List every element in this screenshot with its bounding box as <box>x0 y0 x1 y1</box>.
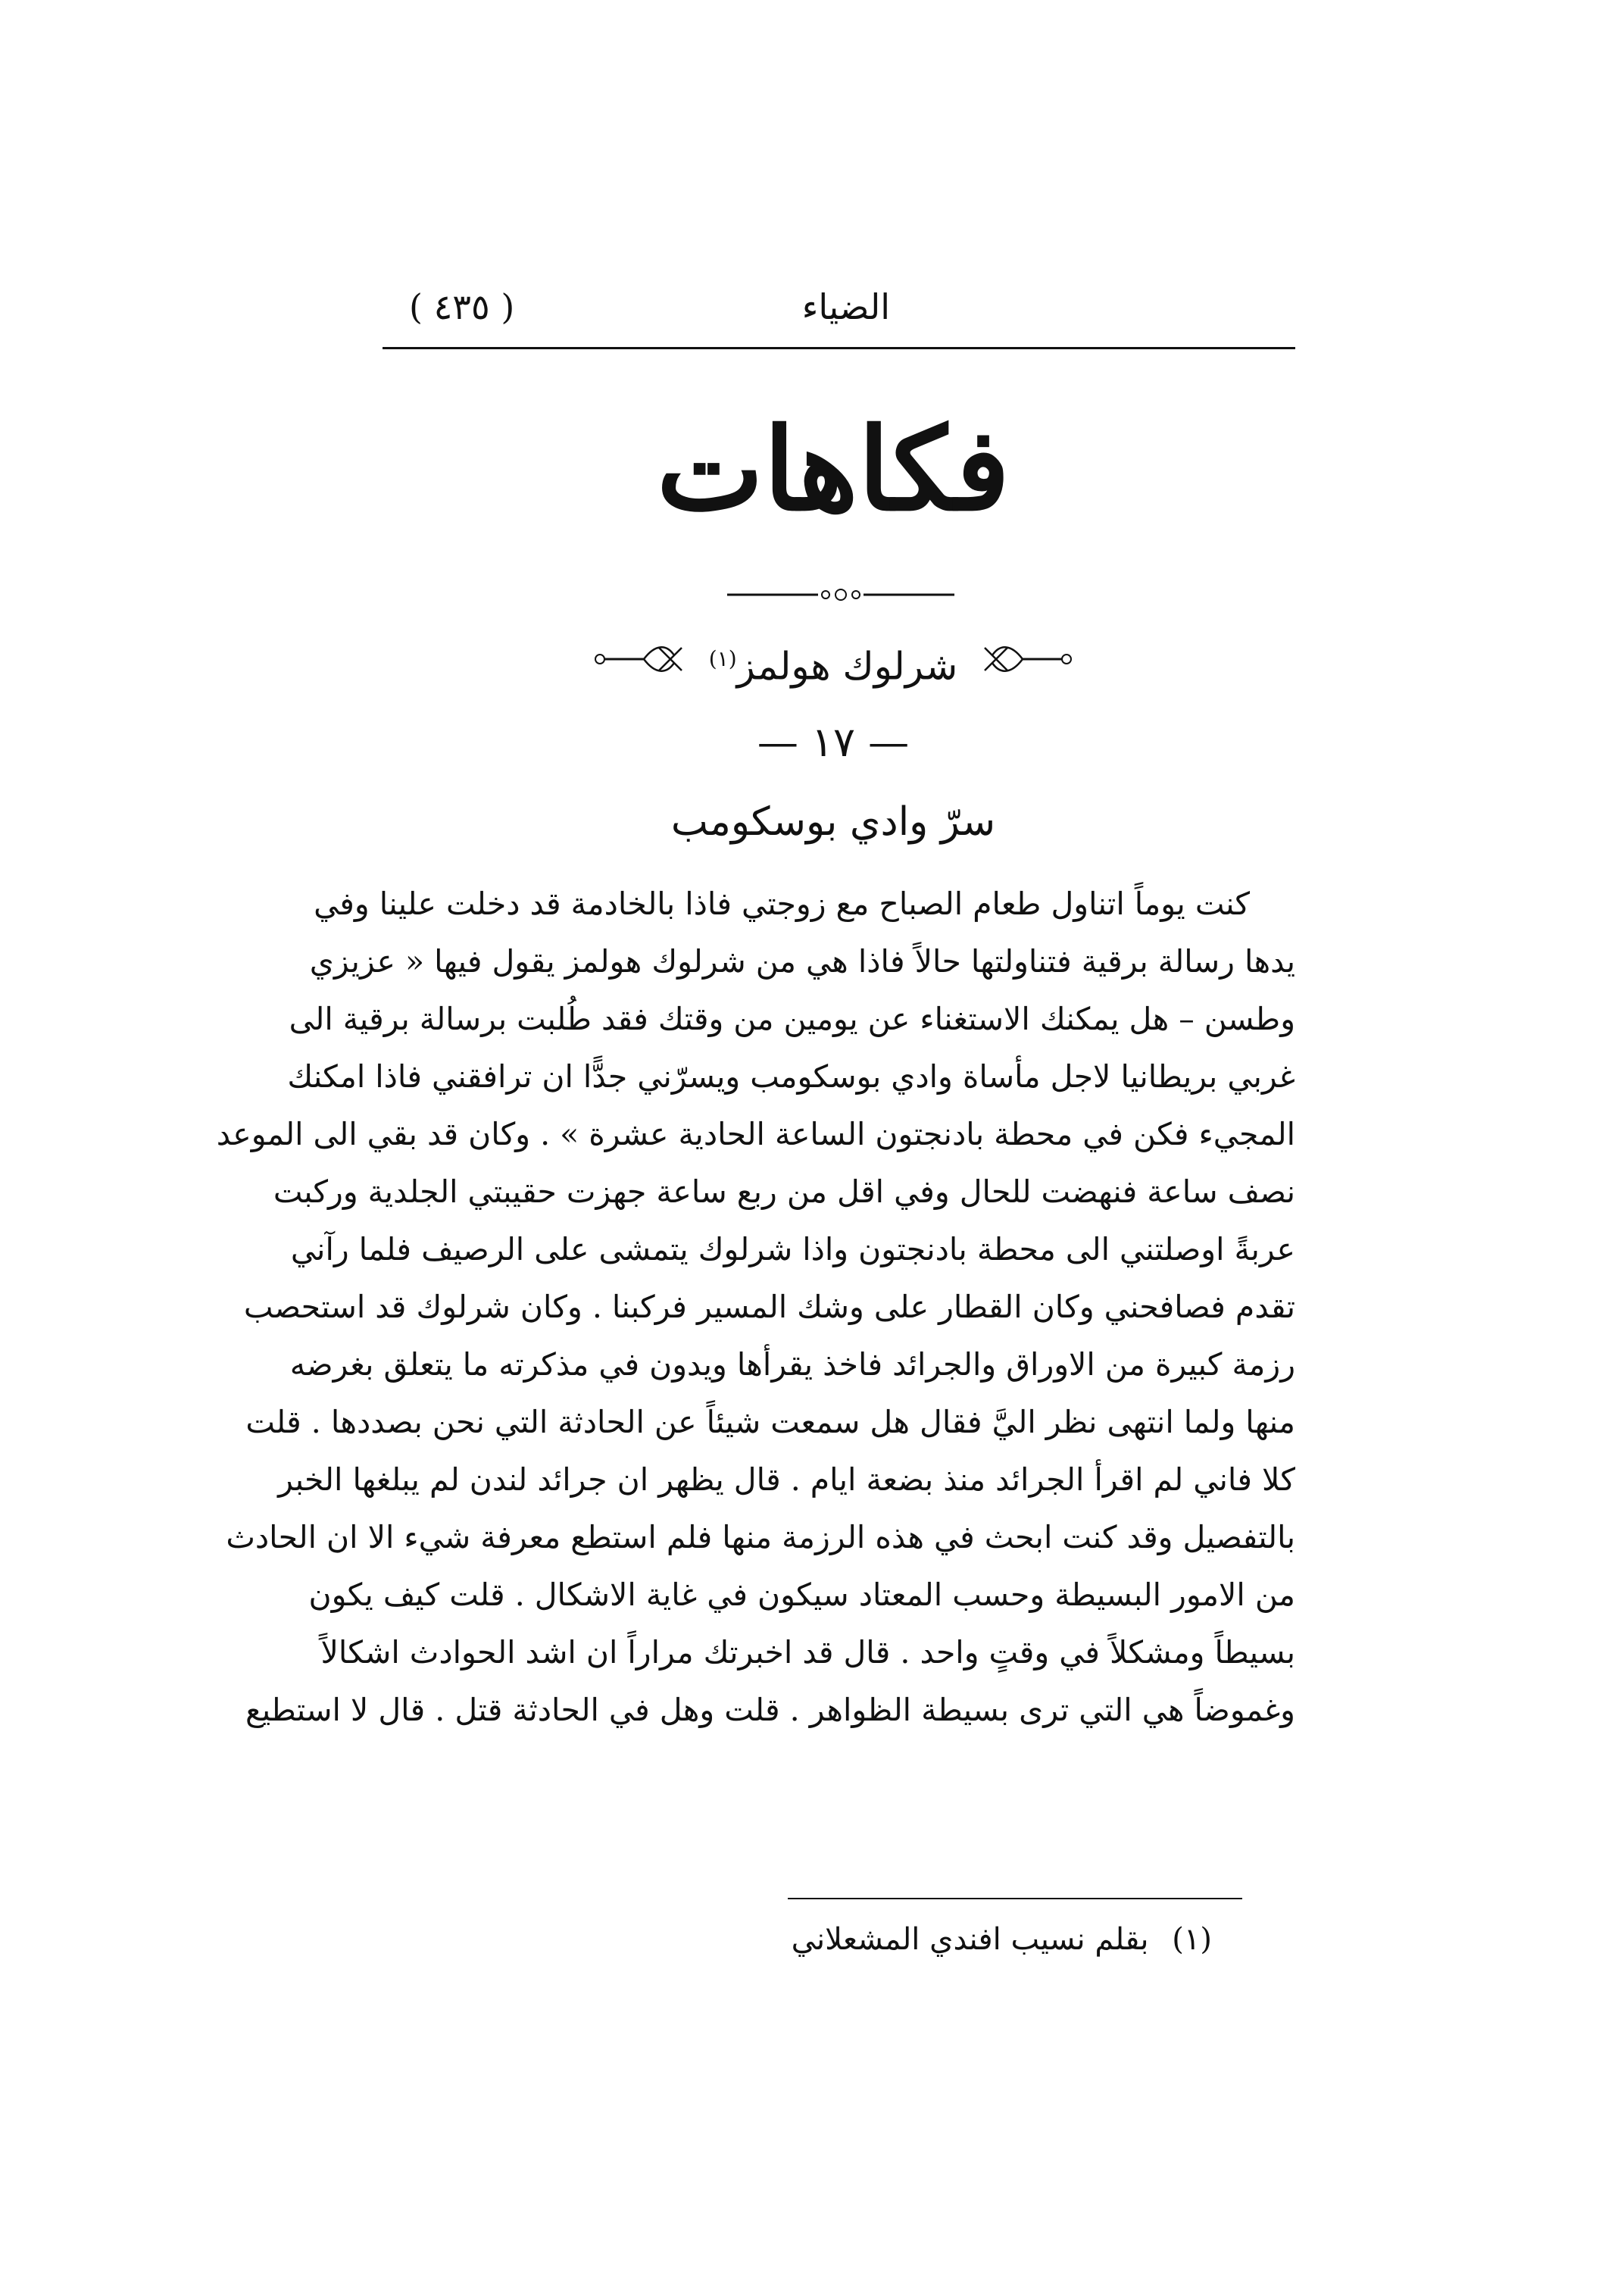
running-title: الضياء <box>801 286 890 327</box>
footnote-reference: (١) <box>708 646 737 671</box>
chapter-number: — ١٧ — <box>757 718 910 766</box>
series-heading <box>591 621 1076 697</box>
footnote <box>682 1909 1212 1970</box>
series-title <box>697 621 970 705</box>
body-line: بسيطاً ومشكلاً في وقتٍ واحد . قال قد اخبرتك مراراً ان اشد الحوادث اشكالاً <box>320 1634 1295 1671</box>
header-rule <box>383 347 1295 349</box>
body-line: كلا فاني لم اقرأ الجرائد منذ بضعة ايام . قال يظهر ان جرائد لندن لم يبلغها الخبر <box>278 1461 1295 1498</box>
ornament-divider <box>727 583 954 606</box>
body-line: المجيء فكن في محطة بادنجتون الساعة الحادية عشرة » . وكان قد بقي الى الموعد <box>216 1116 1295 1152</box>
body-line: كنت يوماً اتناول طعام الصباح مع زوجتي فاذا بالخادمة قد دخلت علينا وفي <box>314 886 1250 922</box>
body-line: بالتفصيل وقد كنت ابحث في هذه الرزمة منها فلم استطع معرفة شيء الا ان الحادث <box>226 1519 1295 1555</box>
body-line: غربي بريطانيا لاجل مأساة وادي بوسكومب ويسرّني جدًّا ان ترافقني فاذا امكنك <box>287 1058 1295 1095</box>
series-title-text: شرلوك هولمز <box>736 644 958 689</box>
running-header <box>379 280 1299 333</box>
flourish-left-icon <box>591 640 689 678</box>
footnote-text: بقلم نسيب افندي المشعلاني <box>791 1922 1149 1957</box>
body-line: وغموضاً هي التي ترى بسيطة الظواهر . قلت وهل في الحادثة قتل . قال لا استطيع <box>245 1692 1295 1728</box>
footnote-marker: (١) <box>1172 1922 1212 1957</box>
body-line: نصف ساعة فنهضت للحال وفي اقل من ربع ساعة جهزت حقيبتي الجلدية وركبت <box>273 1174 1295 1210</box>
body-line: منها ولما انتهى نظر اليَّ فقال هل سمعت شيئاً عن الحادثة التي نحن بصددها . قلت <box>245 1404 1295 1440</box>
body-line: يدها رسالة برقية فتناولتها حالاً فاذا هي من شرلوك هولمز يقول فيها « عزيزي <box>309 943 1295 980</box>
section-title: فكاهات <box>656 403 1010 536</box>
body-line: تقدم فصافحني وكان القطار على وشك المسير فركبنا . وكان شرلوك قد استحصب <box>243 1289 1295 1325</box>
chapter-title: سرّ وادي بوسكومب <box>670 799 996 845</box>
flourish-right-icon <box>977 640 1076 678</box>
body-line: رزمة كبيرة من الاوراق والجرائد فاخذ يقرأها ويدون في مذكرته ما يتعلق بغرضه <box>289 1346 1295 1383</box>
body-line: من الامور البسيطة وحسب المعتاد سيكون في غاية الاشكال . قلت كيف يكون <box>308 1577 1295 1613</box>
page-number: ( ٤٣٥ ) <box>409 286 515 327</box>
footnote-rule <box>788 1898 1242 1899</box>
body-text <box>216 875 1295 1739</box>
body-line: عربةً اوصلتني الى محطة بادنجتون واذا شرلوك يتمشى على الرصيف فلما رآني <box>290 1231 1295 1267</box>
body-line: وطسن – هل يمكنك الاستغناء عن يومين من وقتك فقد طُلبت برسالة برقية الى <box>289 1001 1295 1037</box>
